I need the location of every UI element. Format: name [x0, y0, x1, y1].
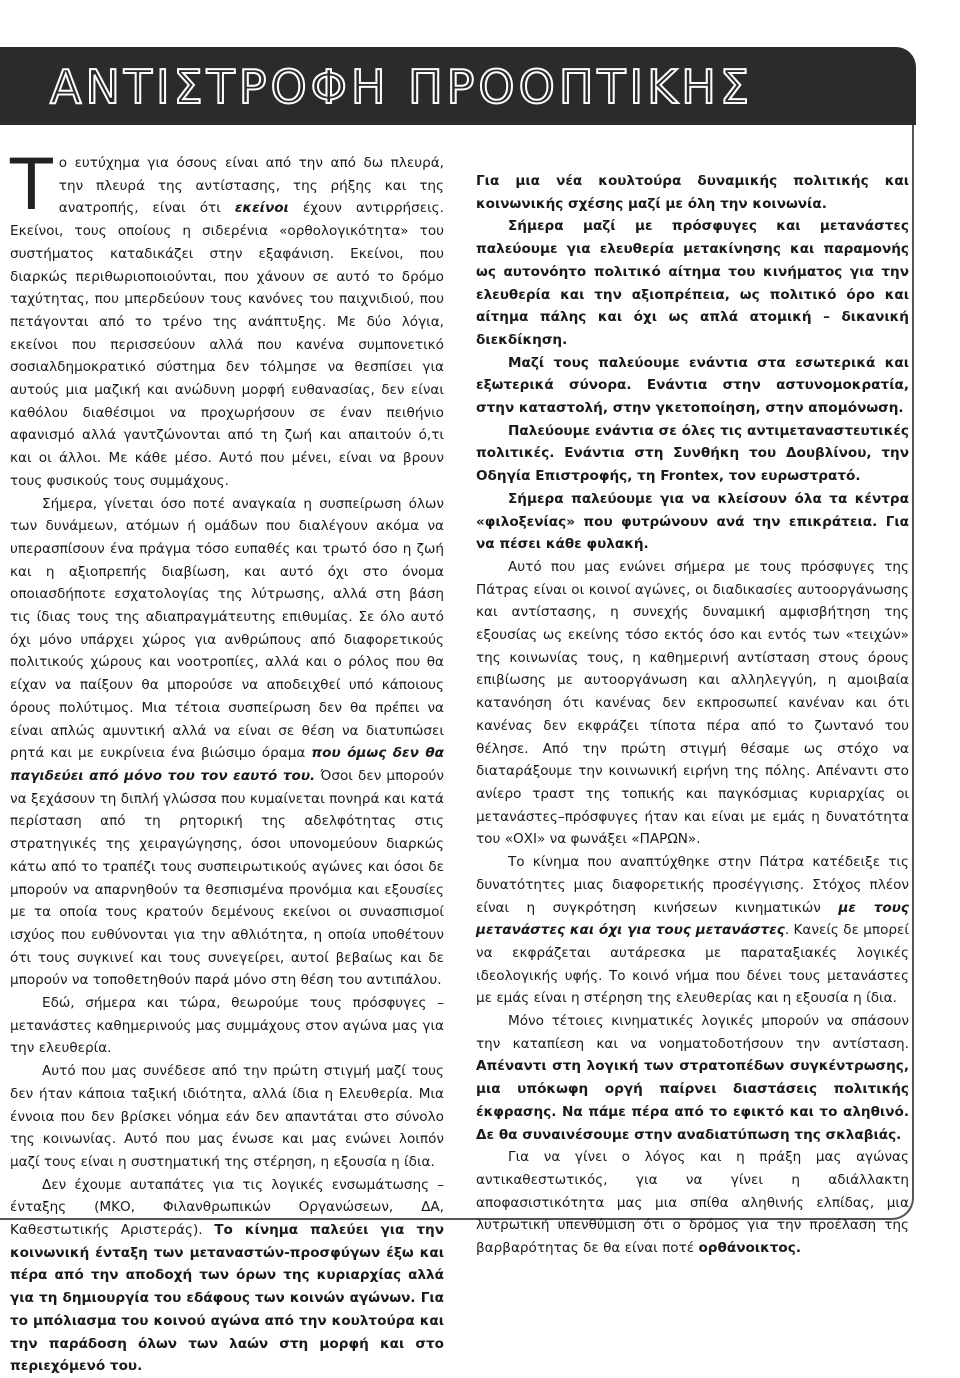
text-run: ο ευτύχημα για όσους είναι από την από δω πλευρά, την πλευρά της αντίστασης, της ρήξης και της ανατροπής, είναι ότι: [58, 155, 444, 217]
text-run: Σήμερα, γίνεται όσο ποτέ αναγκαία η συσπείρωση όλων των δυνάμεων, ατόμων ή ομάδων που διαλέγουν ακόμα να υπερασπίσουν ένα πράγμα τόσο ευπαθές και τρωτό όσο η ζωή και η αξιοπρεπής διαβίωση, και αυτό όχι στο όνομα οποιασδήποτε εσχατολογίας της λύτρωσης, αλλά στη βάση τις ίδιας τους της αδιαπραγμάτευτης επιθυμίας. Σε όλο αυτό όχι μόνο υπάρχει χώρος για ανθρώπους από διαφορετικούς πολιτικούς χώρους και νοοτροπίες, αλλά και ο ρόλος που θα είχαν να παίξουν θα μπορούσε να αποδειχθεί υπό κάποιους όρους πολύτιμος. Μια τέτοια συσπείρωση δεν θα πρέπει να είναι απλώς αμυντική αλλά να είναι σε θέση να διατυπώσει ρητά και με ευκρίνεια ένα βιώσιμο όραμα: [10, 495, 444, 762]
emphasis-text: που όμως δεν θα παγιδεύει από μόνο του τον εαυτό του.: [10, 745, 445, 784]
paragraph: Αυτό που μας συνέδεσε από την πρώτη στιγμή μαζί τους δεν ήταν κάποια ταξική ιδιότητα, αλλά ίδια η Ελευθερία. Μια έννοια που δεν βρίσκει νόημα εάν δεν απαντάται στο σύνολο της κοινωνίας. Αυτό που μας ένωσε και μας ενώνει λοιπόν μαζί τους είναι η συστηματική της στέρηση, η εξουσία η ίδια.: [10, 1063, 444, 1170]
paragraph: [476, 1146, 909, 1260]
bold-text: Απέναντι στη λογική των στρατοπέδων συγκέντρωσης, μια υπόκωφη οργή παίρνει διαστάσεις πολιτικής έκφρασης. Να πάμε πέρα από το εφικτό και το αληθινό. Δε θα συναινέσουμε στην αναδιατύπωση της σκλαβιάς.: [476, 1058, 909, 1143]
text-run: έχουν αντιρρήσεις. Εκείνοι, τους οποίους η σιδερένια «ορθολογικότητα» του συστήματος καταδικάζει στην εξαφάνιση. Εκείνοι, που διαρκώς περιθωριοποιούνται, που χάνουν σε αυτό το δρόμο ταχύτητας, που μπερδεύουν τους κανόνες του παιχνιδιού, που πετάγονται από το τρένο της ανάπτυξης. Με δύο λόγια, εκείνοι που περισσεύουν αλλά που κανένα συμπονετικό σοσιαλδημοκρατικό σύστημα δεν τόλμησε να θεσπίσει για αυτούς μια μαζική και ανώδυνη μορφή ευθανασίας, δεν είναι καθόλου διαθέσιμοι να προχωρήσουν σε έναν πειθήνιο αφανισμό αλλά γαντζώνονται από τη ζωή και απαιτούν ό,τι και οι άλλοι. Με κάθε μέσο. Αυτό που μένει, είναι να βρουν τους φυσικούς τους συμμάχους.: [10, 200, 444, 489]
text-run: . Κανείς δε μπορεί να εκφράζεται αυτάρεσκα με παραταξιακές λογικές ιδεολογικής υφής. Το κοινό νήμα που δένει τους μετανάστες με εμάς είναι η στέρηση της ελευθερίας και η εξουσία η ίδια.: [476, 922, 909, 1007]
bold-text: Το κίνημα παλεύει για την κοινωνική ένταξη των μεταναστών-προσφύγων έξω και πέρα από την αποδοχή των όρων της κυριαρχίας αλλά για τη δημιουργία του εδάφους των κοινών αγώνων. Για το μπόλιασμα του κοινού αγώνα από την κουλτούρα και την παράδοση όλων των λαών στη μορφή και στο περιεχόμενό του.: [10, 1222, 444, 1375]
text-run: Όσοι δεν μπορούν να ξεχάσουν τη διπλή γλώσσα που κυμαίνεται πονηρά και κατά περίσταση από τη ρητορική της αδελφότητας στις στρατηγικές της χειραγώγησης, όσοι υπονομεύουν διαρκώς κάτω από το τραπέζι τους συσπειρωτικούς αγώνες και όσοι δε μπορούν να απαρνηθούν τα θεσπισμένα προνόμια και εξουσίες με τα οποία τους κρατούν δεμένους εκείνοι οι συνασπισμοί ισχύος που ευθύνονται για την αθλιότητα, η οποία υποθέτουν ότι τους συγκινεί και τους συνεγείρει, αυτοί βεβαίως και δε μπορούν να τοποθετηθούν παρά μόνο στη θέση του αντιπάλου.: [10, 767, 444, 989]
paragraph-bold: Για μια νέα κουλτούρα δυναμικής πολιτικής και κοινωνικής σχέσης μαζί με όλη την κοινωνία.: [476, 173, 909, 212]
page-title: ΑΝΤΙΣΤΡΟΦΗ ΠΡΟΟΠΤΙΚΗΣ: [50, 60, 753, 114]
emphasis-text: εκείνοι: [234, 200, 289, 217]
paragraph: [10, 493, 444, 992]
text-run: Για να γίνει ο λόγος και η πράξη μας αγώνας αντικαθεστωτικός, για να γίνει η αδιάλλακτη αποφασιστικότητα μας μια σπίθα αληθινής ελπίδας, μια λυτρωτική υπενθύμιση ότι ο δρόμος για την προέλαση της βαρβαρότητας δε θα είναι ποτέ: [476, 1149, 909, 1257]
paragraph: [10, 1174, 444, 1378]
paragraph: [476, 1010, 909, 1146]
drop-cap: Τ: [10, 144, 53, 226]
left-column: [10, 144, 445, 1378]
bold-text: ορθάνοικτος.: [698, 1240, 801, 1257]
paragraph-bold: Σήμερα μαζί με πρόσφυγες και μετανάστες παλεύουμε για ελευθερία μετακίνησης και παραμονής ως αυτονόητο πολιτικό αίτημα του κινήματος για την ελευθερία και την αξιοπρέπεια, ως πολιτικό όρο και αίτημα πάλης και όχι ως απλά ατομική – δικανική διεκδίκηση.: [476, 218, 909, 348]
text-run: Το κίνημα που αναπτύχθηκε στην Πάτρα κατέδειξε τις δυνατότητες μιας διαφορετικής προσέγγισης. Στόχος πλέον είναι η συγκρότηση κινήσεων κινηματικών: [476, 854, 909, 916]
text-run: Μόνο τέτοιες κινηματικές λογικές μπορούν να σπάσουν την καταπίεση και να νοηματοδοτήσουν την αντίσταση.: [476, 1013, 909, 1052]
paragraph-bold: Σήμερα παλεύουμε για να κλείσουν όλα τα κέντρα «φιλοξενίας» που φυτρώνουν ανά την επικράτεια. Για να πέσει κάθε φυλακή.: [476, 490, 909, 553]
paragraph-bold: Μαζί τους παλεύουμε ενάντια στα εσωτερικά και εξωτερικά σύνορα. Ενάντια στην αστυνομοκρατία, στην καταστολή, στην γκετοποίηση, στην απομόνωση.: [476, 354, 909, 417]
paragraph: Αυτό που μας ενώνει σήμερα με τους πρόσφυγες της Πάτρας είναι οι κοινοί αγώνες, οι διαδικασίες αυτοοργάνωσης και αντίστασης, η συνεχής δυναμική αμφισβήτηση της εξουσίας ως εκείνης τόσο εκτός όσο και εντός των «τειχών» της κοινωνίας τους, η καθημερινή αντίσταση στους όρους επιβίωσης με αυτοοργάνωση και αλληλεγγύη, η αμοιβαία κατανόηση ότι κανένας δεν εκπροσωπεί κανέναν και ότι κανένας δεν εκφράζει τίποτα πέρα από το ζωντανό του θέλησε. Από την πρώτη στιγμή θέσαμε ως στόχο να διαταράξουμε την κοινωνική ειρήνη της πόλης. Απέναντι στο ανίερο τραστ της τοπικής και παγκόσμιας κυριαρχίας οι μετανάστες–πρόσφυγες ήταν και είναι με εμάς η δυνατότητα του «ΟΧΙ» να φωνάξει «ΠΑΡΩΝ».: [476, 558, 909, 848]
header-bar: [0, 47, 916, 125]
text-run: Δεν έχουμε αυταπάτες για τις λογικές ενσωμάτωσης – ένταξης (ΜΚΟ, Φιλανθρωπικών Οργανώσεων, ΔΑ, Καθεστωτικής Αριστεράς).: [10, 1176, 444, 1239]
paragraph: [476, 851, 909, 1010]
paragraph-bold: Παλεύουμε ενάντια σε όλες τις αντιμεταναστευτικές πολιτικές. Ενάντια στη Συνθήκη του Δουβλίνου, την Οδηγία Επιστροφής, τη Frontex, τον ευρωστρατό.: [476, 422, 909, 485]
paragraph: Εδώ, σήμερα και τώρα, θεωρούμε τους πρόσφυγες – μετανάστες καθημερινούς μας συμμάχους στον αγώνα μας για την ελευθερία.: [10, 995, 444, 1057]
emphasis-text: με τους μετανάστες και όχι για τους μετανάστες: [476, 899, 909, 939]
paragraph-intro: [10, 144, 444, 493]
right-column: [476, 170, 909, 1260]
